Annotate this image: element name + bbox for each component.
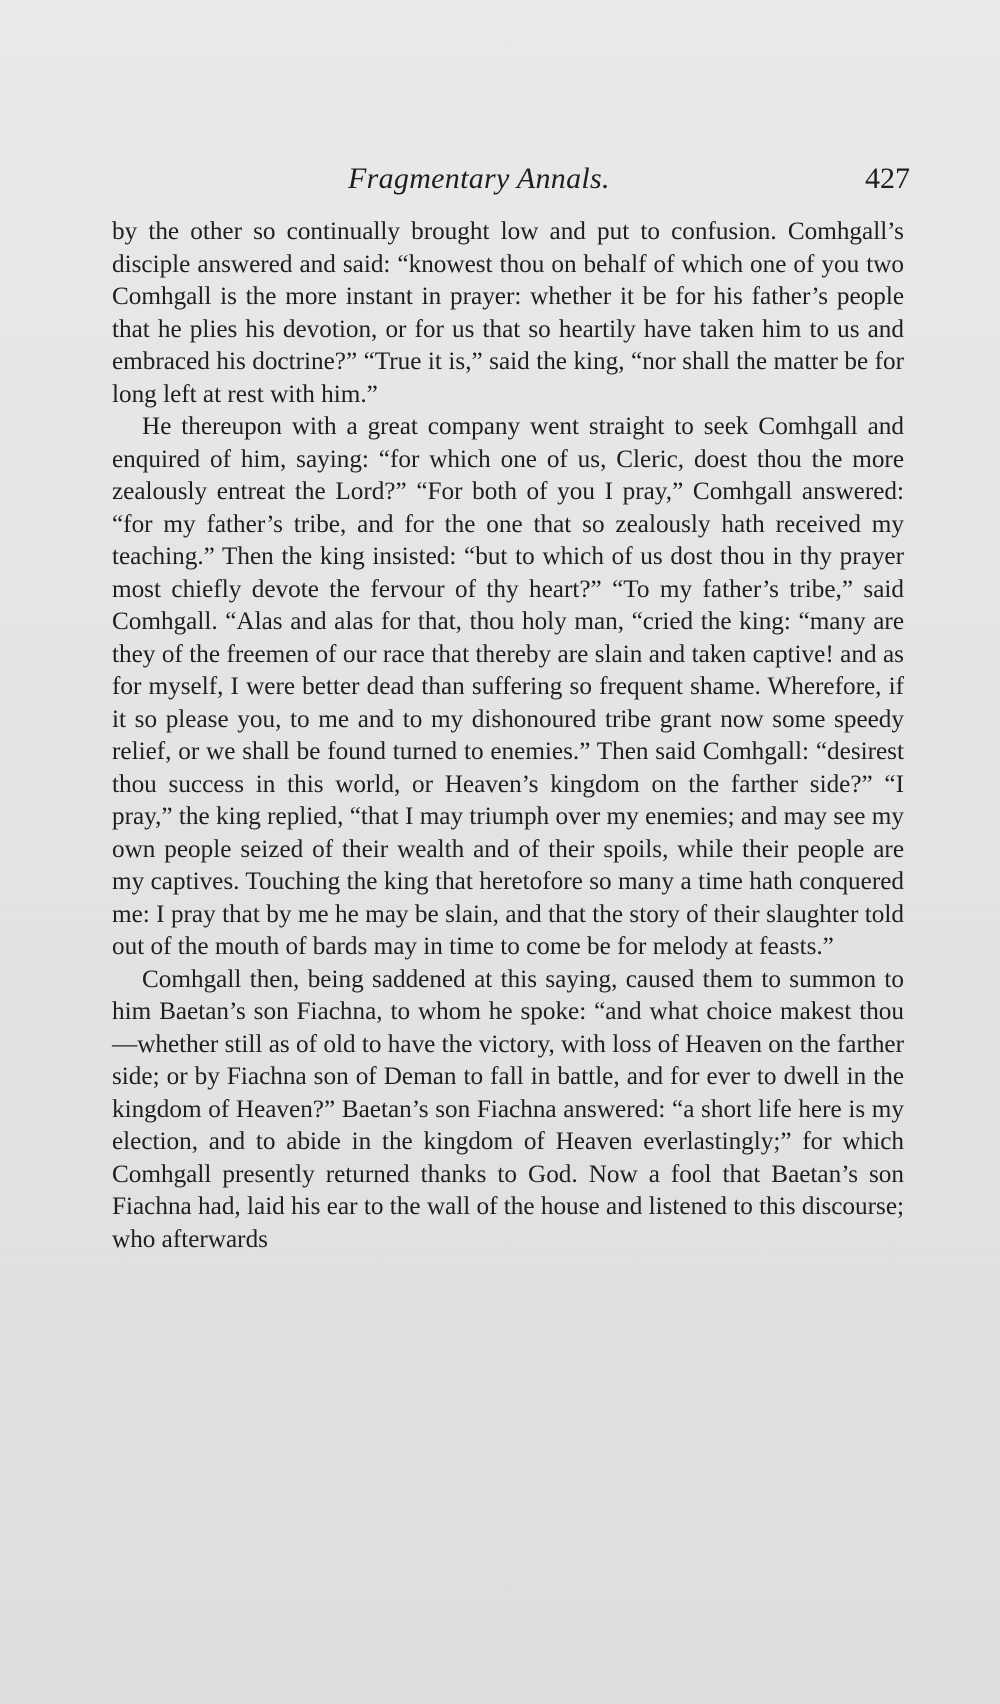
running-title: Fragmentary Annals. — [348, 162, 610, 195]
paragraph-2: He thereupon with a great company went straight to seek Comhgall and enquired of him, saying: “for which one of us, Cleric, doest thou the more zealously entreat the Lord?” “For both of you I pray,” Comhgall answered: “for my father’s tribe, and for the one that so zealously hath received my teaching.” Then the king insisted: “but to which of us dost thou in thy prayer most chiefly devote the fervour of thy heart?” “To my father’s tribe,” said Comhgall. “Alas and alas for that, thou holy man, “cried the king: “many are they of the freemen of our race that thereby are slain and taken captive! and as for myself, I were better dead than suffering so frequent shame. Wherefore, if it so please you, to me and to my dishonoured tribe grant now some speedy relief, or we shall be found turned to enemies.” Then said Comhgall: “desirest thou success in this world, or Heaven’s kingdom on the farther side?” “I pray,” the king replied, “that I may triumph over my enemies; and may see my own people seized of their wealth and of their spoils, while their people are my captives. Touching the king that heretofore so many a time hath conquered me: I pray that by me he may be slain, and that the story of their slaughter told out of the mouth of bards may in time to come be for melody at feasts.” — [112, 413, 904, 960]
paragraph-1: by the other so continually brought low and put to confusion. Comhgall’s disciple answered and said: “knowest thou on behalf of which one of you two Comhgall is the more instant in prayer: whether it be for his father’s people that he plies his devotion, or for us that so heartily have taken him to us and embraced his doctrine?” “True it is,” said the king, “nor shall the matter be for long left at rest with him.” — [112, 218, 904, 408]
running-head — [110, 162, 910, 202]
paragraph-3: Comhgall then, being saddened at this saying, caused them to summon to him Baetan’s son Fiachna, to whom he spoke: “and what choice makest thou—whether still as of old to have the victory, with loss of Heaven on the farther side; or by Fiachna son of Deman to fall in battle, and for ever to dwell in the kingdom of Heaven?” Baetan’s son Fiachna answered: “a short life here is my election, and to abide in the kingdom of Heaven everlastingly;” for which Comhgall presently returned thanks to God. Now a fool that Baetan’s son Fiachna had, laid his ear to the wall of the house and listened to this discourse; who afterwards — [112, 965, 904, 1253]
page-number: 427 — [865, 162, 910, 195]
body-text — [112, 216, 904, 1256]
